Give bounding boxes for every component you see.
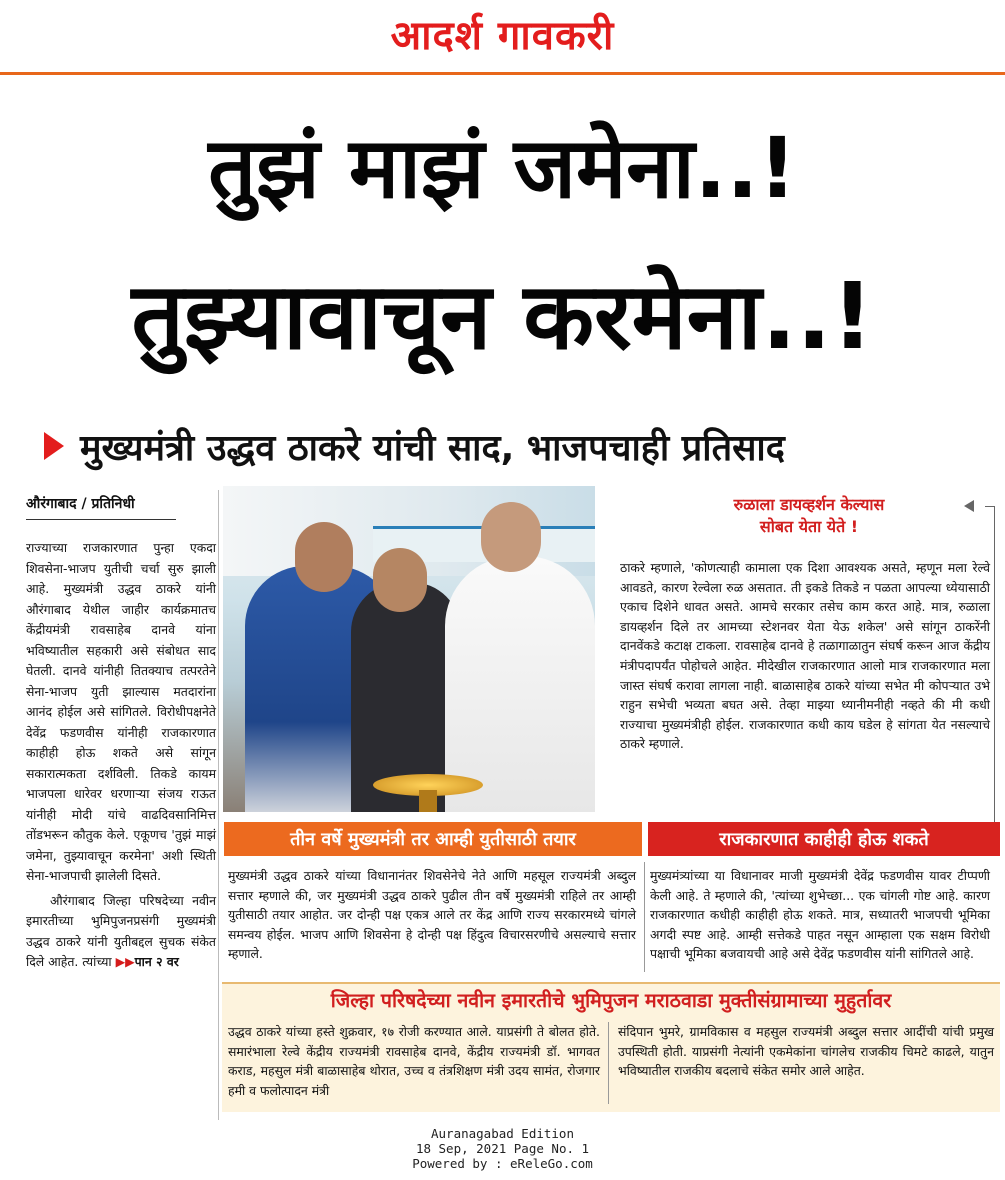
photo-person-middle-head: [373, 548, 427, 612]
photo-person-right-head: [481, 502, 541, 572]
sidebar-title-line-2: सोबत येता येते !: [759, 517, 859, 536]
lead-story-column: [26, 494, 216, 977]
photo-lamp-stand: [419, 790, 437, 812]
bottom-story-divider: [608, 1022, 609, 1104]
page-footer: [0, 1126, 1005, 1171]
column-divider: [218, 490, 219, 1120]
subheadline: [44, 418, 785, 474]
continued-arrow-icon: ▶▶: [115, 954, 135, 969]
section-title-three-years: तीन वर्षे मुख्यमंत्री तर आम्ही युतीसाठी तयार: [224, 822, 642, 856]
subheadline-text: मुख्यमंत्री उद्धव ठाकरे यांची साद, भाजपचाही प्रतिसाद: [80, 427, 785, 469]
bracket-arrow-icon: [964, 500, 974, 512]
lead-paragraph-2: [26, 891, 216, 973]
sidebar-text: ठाकरे म्हणाले, 'कोणत्याही कामाला एक दिशा आवश्यक असते, म्हणून मला रेल्वे आवडते, कारण रेल्वेला रुळ असतात. ती इकडे तिकडे न पळता आपल्या ध्येयासाठी एकाच दिशेने धावत असते. आमचे सरकार तसेच काम करत आहे. मात्र, रुळाला डायव्हर्शन दिले तर आमच्या स्टेशनवर येता येऊ शकेल' असे सांगून ठाकरेंनी दानवेंकडे कटाक्ष टाकला. रावसाहेब दानवे हे तळागाळातुन संघर्ष करून आज केंद्रीय मंत्रीपदापर्यंत पोहोचले आहेत. मीदेखील राजकारणात आलो मात्र राजकारणात मला जास्त संघर्ष करावा लागला नाही. बाळासाहेब ठाकरे यांच्या सभेत मी कोपऱ्यात उभे राहुन सभेची भव्यता बघत असे. तेव्हा माझ्या ध्यानीमनीही नव्हते की मी कधी राज्याचा मुख्यमंत्रीही होईल. राजकारणात कधी काय घडेल हे सांगता येत नसल्याचे ठाकरे म्हणाले.: [620, 560, 990, 752]
section-divider: [644, 862, 645, 972]
continued-page-link[interactable]: पान २ वर: [134, 954, 179, 969]
newspaper-logo: आदर्श गावकरी: [390, 13, 615, 59]
dateline: औरंगाबाद / प्रतिनिधी: [26, 494, 176, 520]
bottom-story-title: जिल्हा परिषदेच्या नवीन इमारतीचे भुमिपुजन मराठवाडा मुक्तीसंग्रामाच्या मुहुर्तावर: [330, 989, 892, 1012]
triangle-bullet-icon: [44, 432, 64, 460]
lead-paragraph-1: राज्याच्या राजकारणात पुन्हा एकदा शिवसेना-भाजप युतीची चर्चा सुरु झाली आहे. मुख्यमंत्री उद्धव ठाकरे यांनी औरंगाबाद येथील जाहीर कार्यक्रमातच केंद्रीयमंत्री रावसाहेब दानवे यांना भविष्यातील सहकारी असे संबोधत साद घेतली. दानवे यांनीही तितक्याच तत्परतेने सेना-भाजप युती झाल्यास मतदारांना आनंद होईल असे सांगितले. विरोधीपक्षनेते देवेंद्र फडणवीस यांनीही राजकारणात काहीही होऊ शकते असे सांगून सकारात्मकता दर्शविली. तिकडे कायम भाजपला धारेवर धरणाऱ्या संजय राऊत यांनीही मोदी यांचे वाढदिवसानिमित्त तोंडभरून कौतुक केले. एकूणच 'तुझं माझं जमेना, तुझ्यावाचून करमेना' अशी स्थिती सेना-भाजपाची झालेली दिसते.: [26, 540, 216, 883]
sidebar-story: [620, 488, 998, 812]
masthead: [0, 0, 1005, 78]
bottom-story-text-left: उद्धव ठाकरे यांच्या हस्ते शुक्रवार, १७ रोजी करण्यात आले. याप्रसंगी ते बोलत होते. समारंभाला रेल्वे केंद्रीय राज्यमंत्री रावसाहेब दानवे, केंद्रीय राज्यमंत्री डॉ. भागवत कराड, महसुल मंत्री बाळासाहेब थोरात, उच्च व तंत्रशिक्षण मंत्री उदय सामंत, रोजगार हमी व फलोत्पादन मंत्री: [228, 1024, 600, 1098]
headline-line-2: तुझ्यावाचून करमेना..!: [131, 263, 874, 370]
news-photo: [223, 486, 595, 812]
footer-edition: Auranagabad Edition: [431, 1126, 574, 1141]
section-text-anything-possible: मुख्यमंत्र्यांच्या या विधानावर माजी मुख्यमंत्री देवेंद्र फडणवीस यावर टीप्पणी केली आहे. ते म्हणाले की, 'त्यांच्या शुभेच्छा... एक चांगली गोष्ट आहे. कारण राजकारणात कधीही काहीही होऊ शकते. मात्र, सध्यातरी भाजपची भूमिका अगदी स्पष्ट आहे. आम्ही सत्तेकडे पाहत नसून आम्हाला एक सक्षम विरोधी पक्षाची भूमिका बजवायची आहे असे देवेंद्र फडणवीस यांनी सांगितले आहे.: [650, 868, 990, 962]
photo-person-right: [445, 556, 595, 812]
headline-line-1: तुझं माझं जमेना..!: [208, 119, 797, 217]
sidebar-title-line-1: रुळाला डायव्हर्शन केल्यास: [733, 495, 885, 514]
footer-date-page: 18 Sep, 2021 Page No. 1: [415, 1141, 590, 1156]
sidebar-bracket: [985, 506, 995, 836]
section-title-anything-possible: राजकारणात काहीही होऊ शकते: [648, 822, 1000, 856]
footer-powered-by: Powered by : eReleGo.com: [412, 1156, 593, 1171]
photo-person-left-head: [295, 522, 353, 592]
masthead-rule: [0, 72, 1005, 75]
section-text-three-years: मुख्यमंत्री उद्धव ठाकरे यांच्या विधानानंतर शिवसेनेचे नेते आणि महसूल राज्यमंत्री अब्दुल सत्तार म्हणाले की, जर मुख्यमंत्री उद्धव ठाकरे पुढील तीन वर्षे मुख्यमंत्री राहिले तर आम्ही युतीसाठी तयार आहोत. जर दोन्ही पक्ष एकत्र आले तर केंद्र आणि राज्य सरकारमध्ये चांगले समन्वय होईल. भाजप आणि शिवसेना हे दोन्ही पक्ष हिंदुत्व विचारसरणीचे असल्याचे सत्तार म्हणाले.: [228, 868, 636, 962]
bottom-story-text-right: संदिपान भुमरे, ग्रामविकास व महसुल राज्यमंत्री अब्दुल सत्तार आदींची यांची प्रमुख उपस्थिती होती. याप्रसंगी नेत्यांनी एकमेकांना चांगलेच राजकीय चिमटे काढले, यातुन भविष्यातील राजकीय बदलाचे संकेत समोर आले आहेत.: [618, 1024, 994, 1079]
lead-paragraph-2-text: औरंगाबाद जिल्हा परिषदेच्या नवीन इमारतीच्या भुमिपुजनप्रसंगी मुख्यमंत्री उद्धव ठाकरे यांनी युतीबद्दल सुचक संकेत दिले आहेत. त्यांच्या: [26, 892, 216, 969]
sidebar-title: [620, 494, 998, 538]
lead-story-text: [26, 538, 216, 973]
